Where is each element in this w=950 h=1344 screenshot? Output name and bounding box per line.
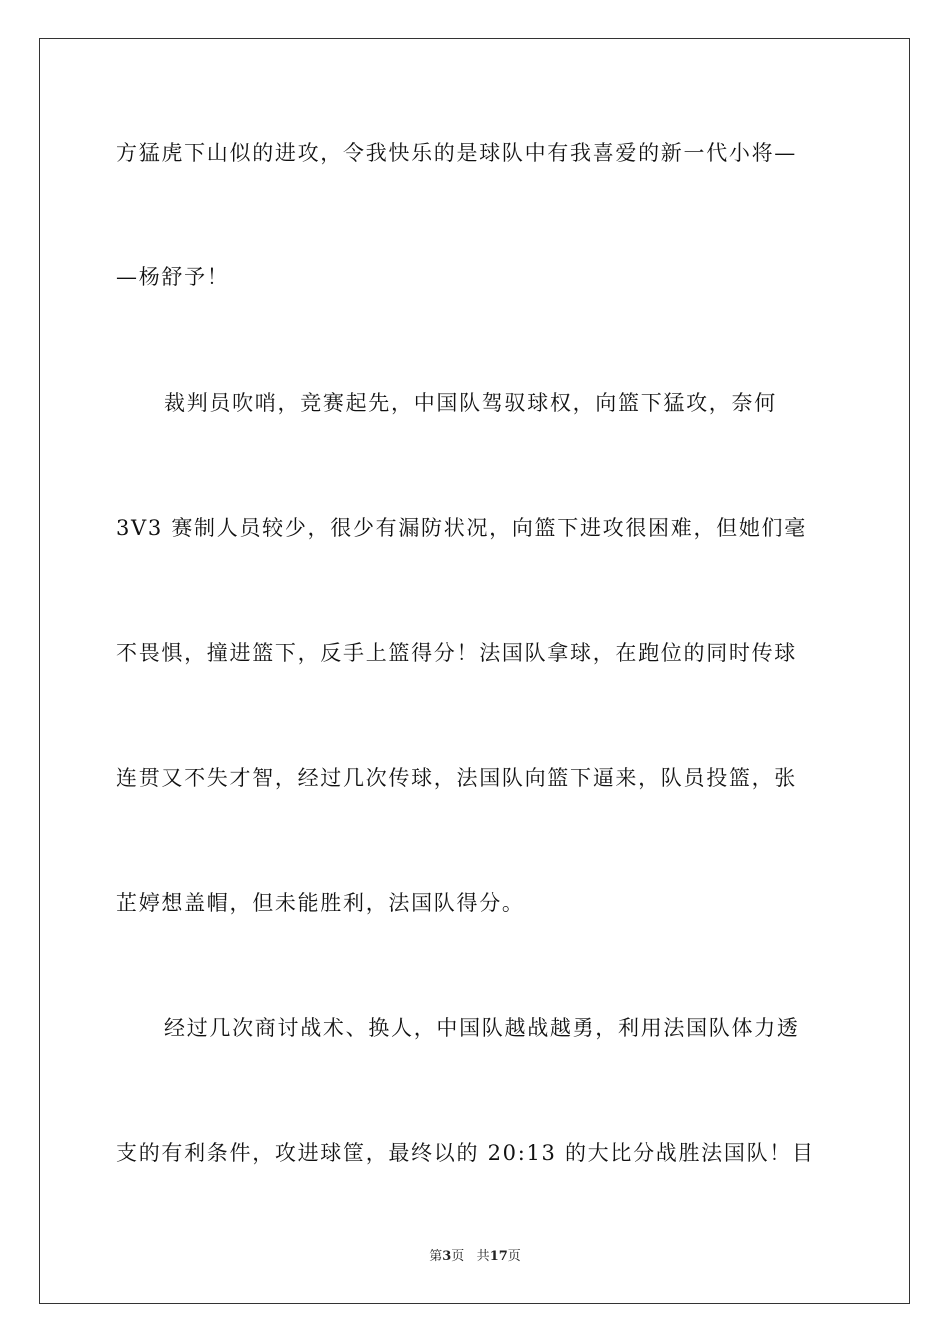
text-line-3: 裁判员吹哨，竞赛起先，中国队驾驭球权，向篮下猛攻，奈何 xyxy=(164,391,777,415)
footer-total-suffix: 页 xyxy=(507,1249,521,1264)
text-line-2: —杨舒予！ xyxy=(116,265,230,289)
footer-prefix: 第 xyxy=(429,1249,443,1264)
text-line-8: 经过几次商讨战术、换人，中国队越战越勇，利用法国队体力透 xyxy=(164,1016,800,1040)
page-border xyxy=(39,38,910,1304)
text-line-7: 芷婷想盖帽，但未能胜利，法国队得分。 xyxy=(116,891,525,915)
page-footer xyxy=(0,1248,950,1266)
text-line-4: 3V3 赛制人员较少，很少有漏防状况，向篮下进攻很困难，但她们毫 xyxy=(116,516,807,540)
footer-page-number: 3 xyxy=(442,1249,452,1264)
text-line-9: 支的有利条件，攻进球筐，最终以的 20:13 的大比分战胜法国队！目 xyxy=(116,1141,815,1165)
footer-page-suffix: 页 xyxy=(451,1249,465,1264)
text-line-6: 连贯又不失才智，经过几次传球，法国队向篮下逼来，队员投篮，张 xyxy=(116,766,797,790)
text-line-5: 不畏惧，撞进篮下，反手上篮得分！法国队拿球，在跑位的同时传球 xyxy=(116,641,797,665)
footer-total-pages: 17 xyxy=(489,1249,508,1264)
footer-total-prefix: 共 xyxy=(476,1249,490,1264)
text-line-1: 方猛虎下山似的进攻，令我快乐的是球队中有我喜爱的新一代小将— xyxy=(116,141,797,165)
